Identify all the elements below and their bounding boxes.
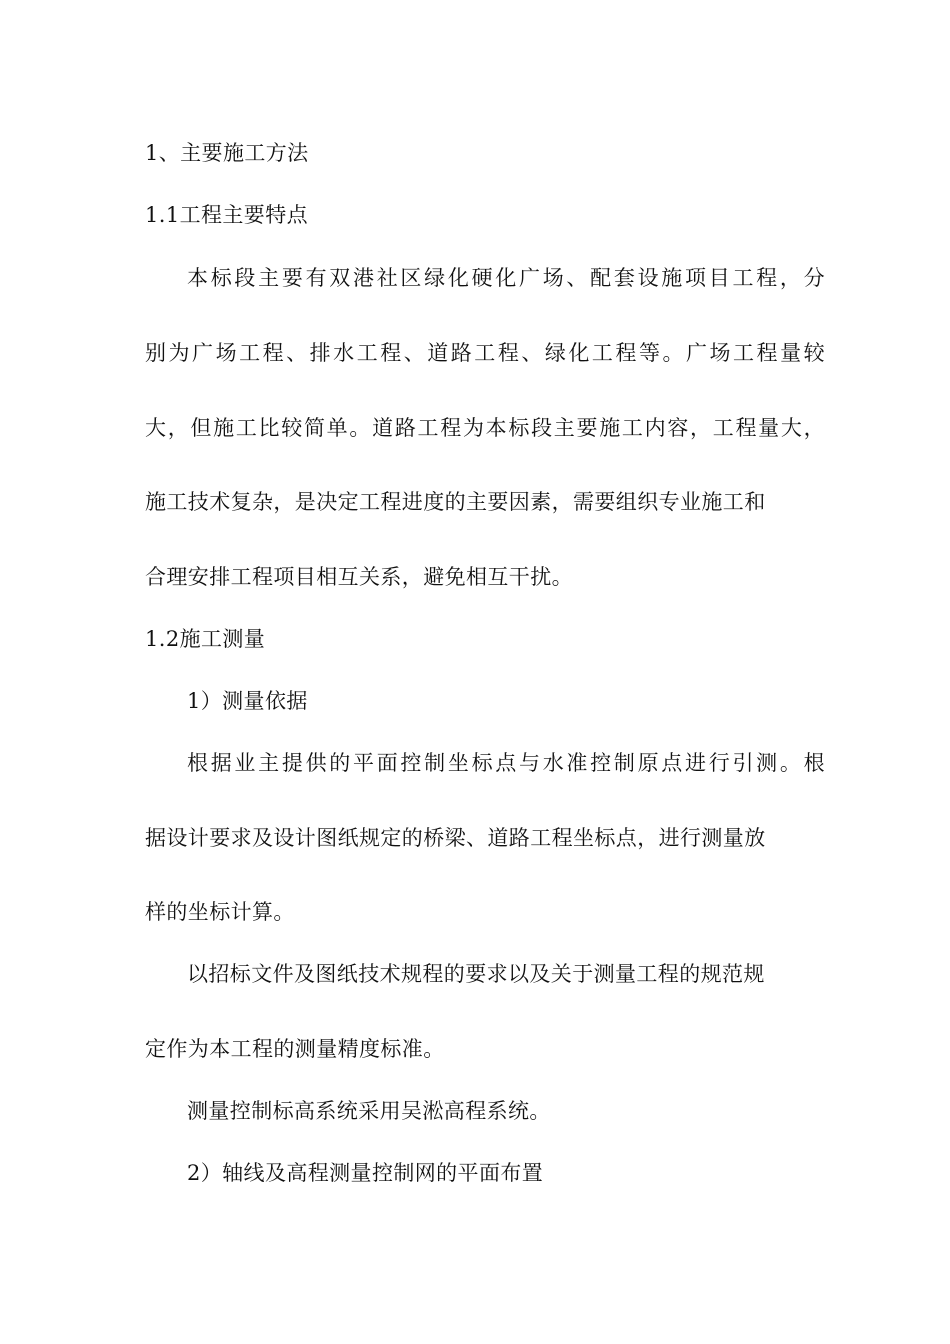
paragraph-line: 测量控制标高系统采用吴淞高程系统。 <box>187 1099 551 1123</box>
paragraph-line: 样的坐标计算。 <box>145 900 295 924</box>
section-heading-1-1: 1.1工程主要特点 <box>145 203 308 227</box>
section-heading-1: 1、主要施工方法 <box>145 141 309 165</box>
paragraph-line: 以招标文件及图纸技术规程的要求以及关于测量工程的规范规 <box>187 962 765 986</box>
paragraph-line: 施工技术复杂，是决定工程进度的主要因素，需要组织专业施工和 <box>145 490 766 514</box>
subheading-1: 1）测量依据 <box>187 689 308 713</box>
paragraph-line: 据设计要求及设计图纸规定的桥梁、道路工程坐标点，进行测量放 <box>145 826 766 850</box>
paragraph-line: 合理安排工程项目相互关系，避免相互干扰。 <box>145 565 573 589</box>
subheading-2: 2）轴线及高程测量控制网的平面布置 <box>187 1161 544 1185</box>
paragraph-line: 别为广场工程、排水工程、道路工程、绿化工程等。广场工程量较 <box>145 341 825 365</box>
paragraph-line: 根据业主提供的平面控制坐标点与水准控制原点进行引测。根 <box>187 751 825 775</box>
paragraph-line: 大，但施工比较简单。道路工程为本标段主要施工内容，工程量大， <box>145 416 825 440</box>
paragraph-line: 定作为本工程的测量精度标准。 <box>145 1037 445 1061</box>
paragraph-line: 本标段主要有双港社区绿化硬化广场、配套设施项目工程，分 <box>187 266 825 290</box>
section-heading-1-2: 1.2施工测量 <box>145 627 266 651</box>
